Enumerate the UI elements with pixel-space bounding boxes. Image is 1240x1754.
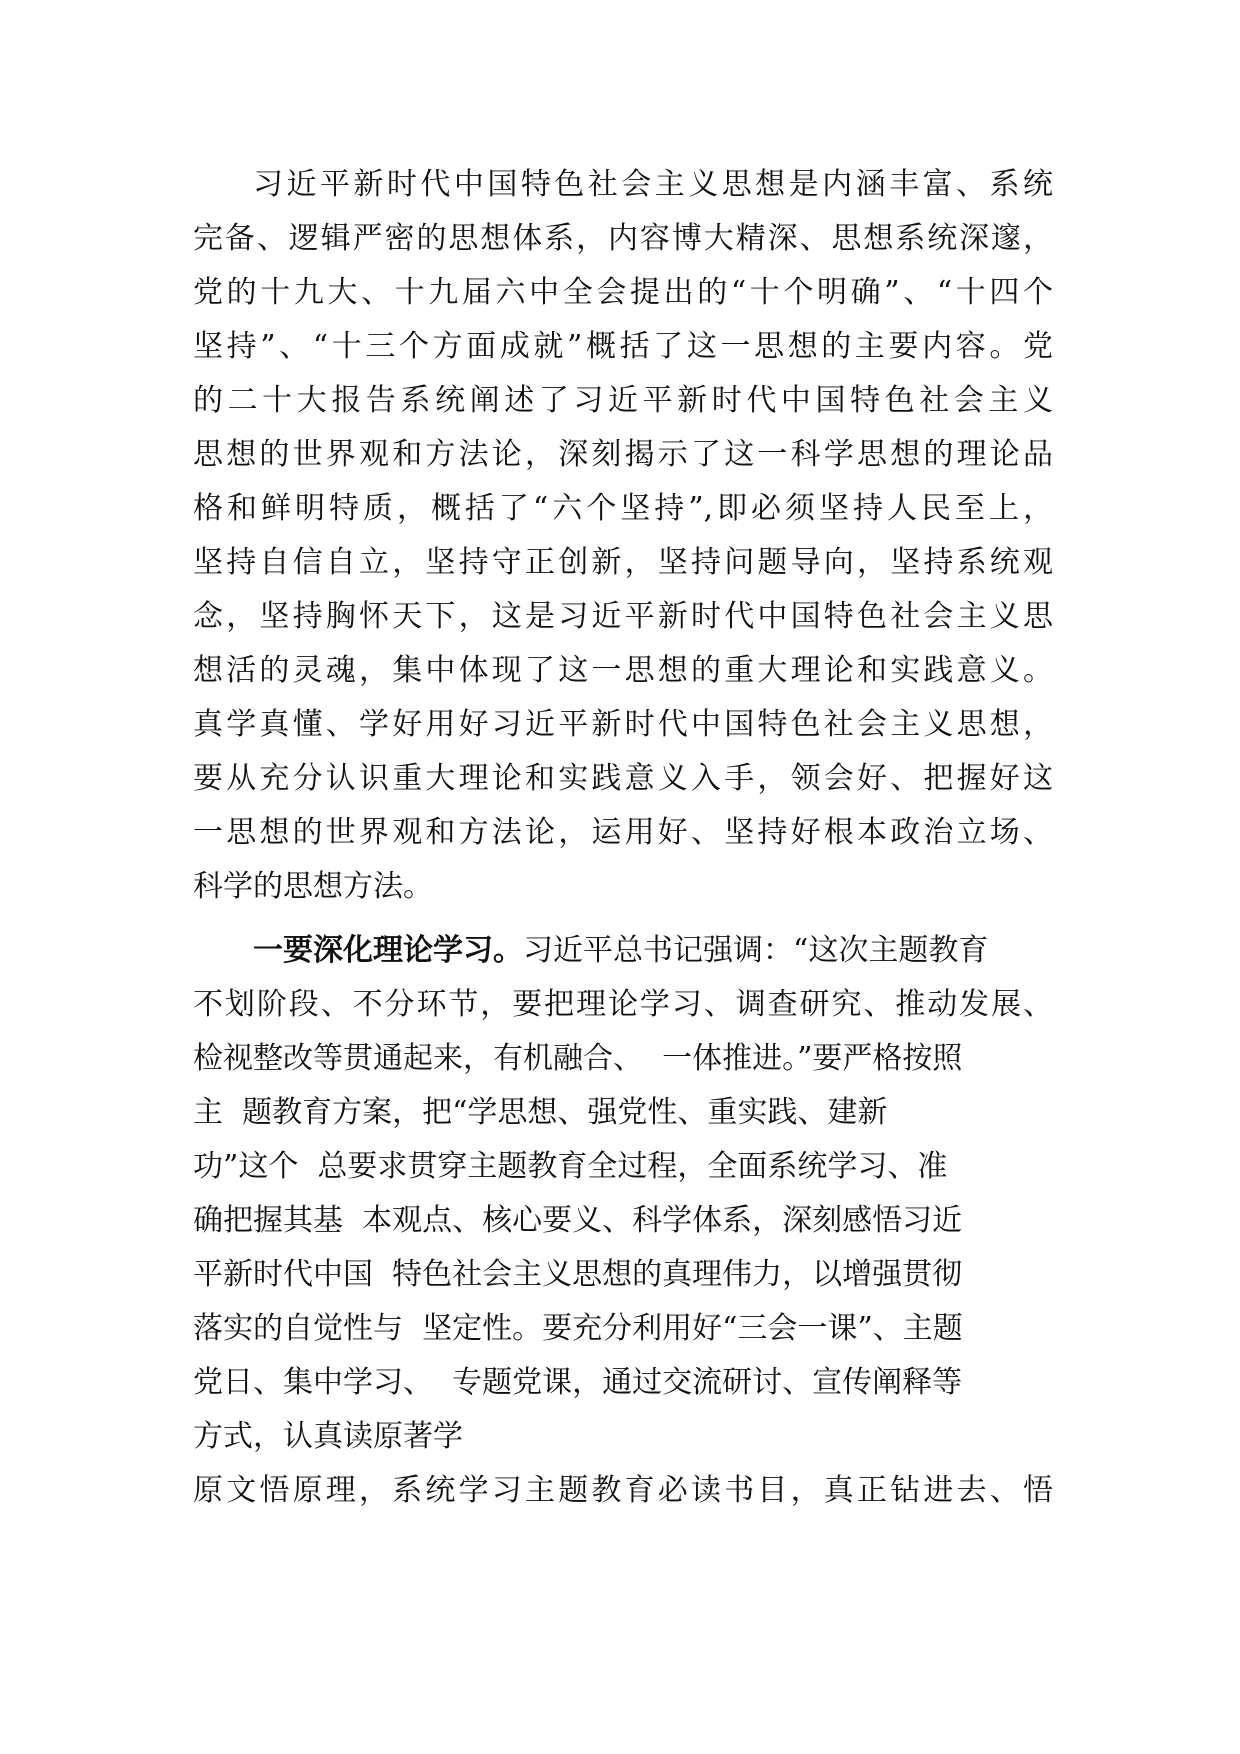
paragraph-2-heading: 一要深化理论学习。	[253, 933, 523, 968]
paragraph-2-line-7: 平新时代中国 特色社会主义思想的真理伟力，以增强贯彻	[193, 1257, 963, 1292]
paragraph-2-line-6: 确把握其基 本观点、核心要义、科学体系，深刻感悟习近	[193, 1203, 963, 1238]
paragraph-1-line-7: 格和鲜明特质，概括了“六个坚持”,即必须坚持人民至上，	[193, 491, 1053, 526]
paragraph-1-line-13: 一思想的世界观和方法论，运用好、坚持好根本政治立场、	[193, 815, 1053, 850]
paragraph-1-line-11: 真学真懂、学好用好习近平新时代中国特色社会主义思想，	[193, 707, 1053, 742]
paragraph-1-line-1: 习近平新时代中国特色社会主义思想是内涵丰富、系统	[253, 167, 1053, 202]
paragraph-2-line-11: 原文悟原理，系统学习主题教育必读书目，真正钻进去、悟	[193, 1473, 1053, 1508]
paragraph-2-line-10: 方式，认真读原著学	[193, 1419, 463, 1454]
paragraph-2-line-8: 落实的自觉性与 坚定性。要充分利用好“三会一课”、主题	[193, 1311, 963, 1346]
paragraph-1-line-2: 完备、逻辑严密的思想体系，内容博大精深、思想系统深邃，	[193, 221, 1053, 256]
paragraph-2-line-2: 不划阶段、不分环节，要把理论学习、调查研究、推动发展、	[193, 987, 1053, 1022]
paragraph-2-line-5: 功”这个 总要求贯穿主题教育全过程，全面系统学习、准	[193, 1149, 948, 1184]
paragraph-1-line-5: 的二十大报告系统阐述了习近平新时代中国特色社会主义	[193, 383, 1053, 418]
paragraph-2-line-1-text: 习近平总书记强调：“这次主题教育	[523, 933, 989, 968]
paragraph-2-line-4: 主 题教育方案，把“学思想、强党性、重实践、建新	[193, 1095, 888, 1130]
paragraph-1-line-9: 念，坚持胸怀天下，这是习近平新时代中国特色社会主义思	[193, 599, 1053, 634]
paragraph-2-line-3: 检视整改等贯通起来，有机融合、 一体推进。”要严格按照	[193, 1041, 963, 1076]
paragraph-2-line-1	[253, 928, 1053, 974]
paragraph-1-line-8: 坚持自信自立，坚持守正创新，坚持问题导向，坚持系统观	[193, 545, 1053, 580]
paragraph-2-line-9: 党日、集中学习、 专题党课，通过交流研讨、宣传阐释等	[193, 1365, 963, 1400]
paragraph-1-line-3: 党的十九大、十九届六中全会提出的“十个明确”、“十四个	[193, 275, 1053, 310]
paragraph-1-line-14: 科学的思想方法。	[193, 869, 433, 904]
paragraph-1-line-12: 要从充分认识重大理论和实践意义入手，领会好、把握好这	[193, 761, 1053, 796]
paragraph-1-line-10: 想活的灵魂，集中体现了这一思想的重大理论和实践意义。	[193, 653, 1053, 688]
paragraph-1-line-6: 思想的世界观和方法论，深刻揭示了这一科学思想的理论品	[193, 437, 1053, 472]
paragraph-1-line-4: 坚持”、“十三个方面成就”概括了这一思想的主要内容。党	[193, 329, 1053, 364]
